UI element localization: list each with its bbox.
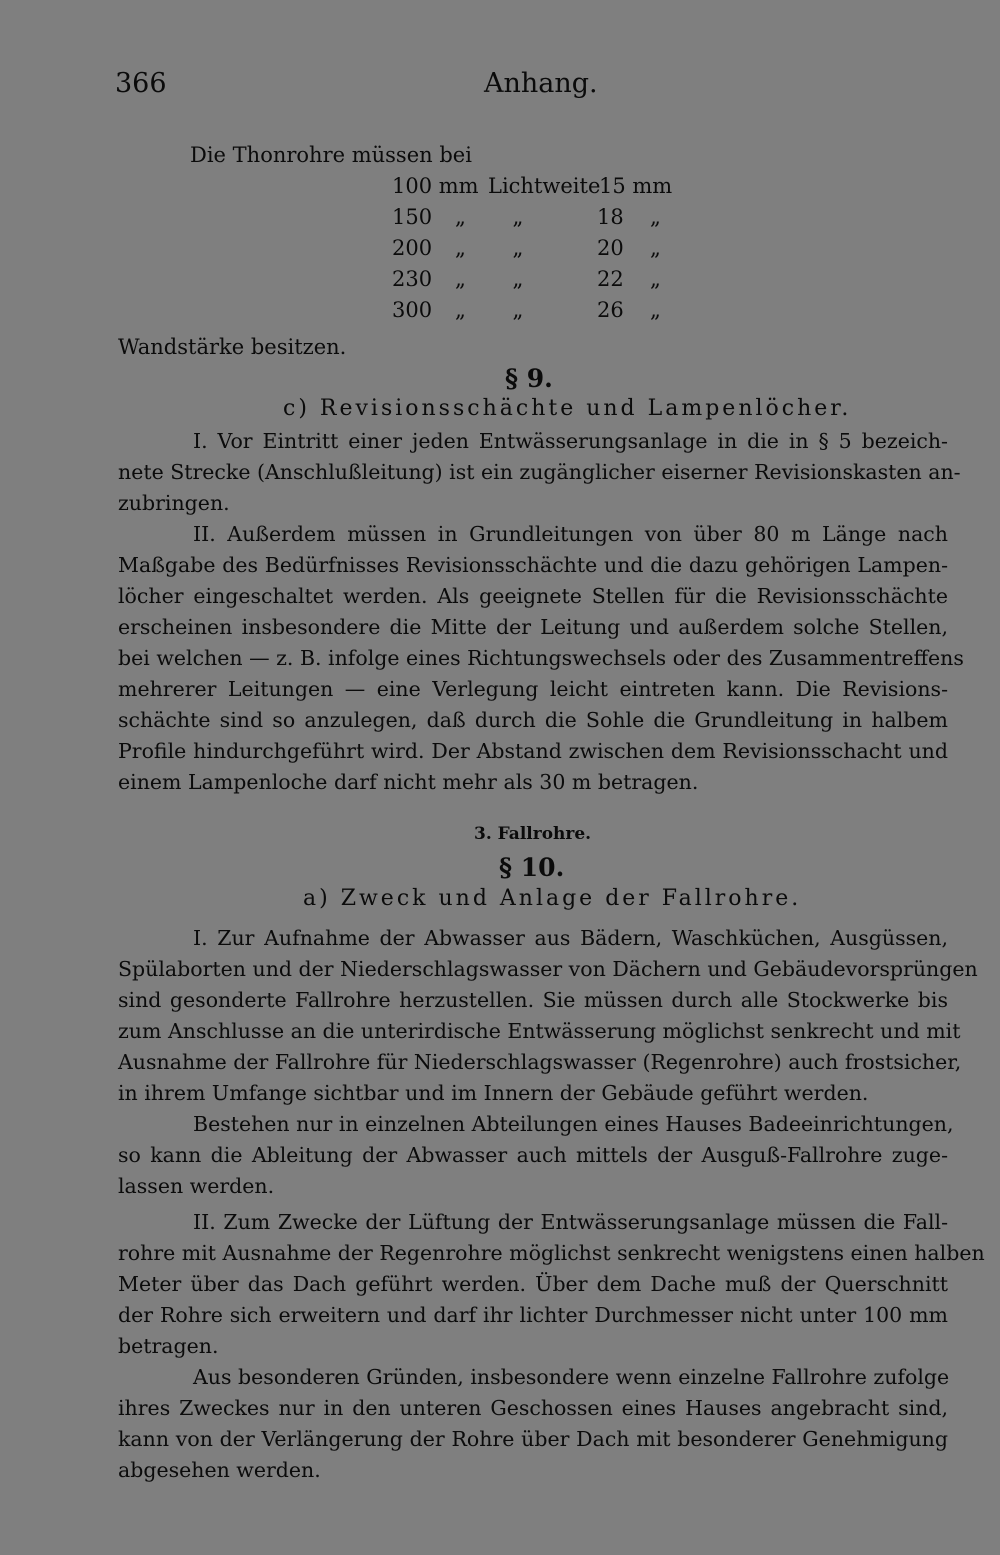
table-value: 22 [597,267,624,291]
table-label: „ „ [455,298,524,322]
paragraph-line: I. Vor Eintritt einer jeden Entwässerungsanlage in die in § 5 bezeich- [193,429,948,453]
paragraph-line: abgesehen werden. [118,1458,321,1482]
paragraph-line: ihres Zweckes nur in den unteren Geschossen eines Hauses angebracht sind, [118,1396,948,1420]
section-9-heading: c) Revisionsschächte und Lampenlöcher. [283,396,852,421]
paragraph-line: löcher eingeschaltet werden. Als geeignete Stellen für die Revisionsschächte [118,584,948,608]
paragraph-line: II. Außerdem müssen in Grundleitungen von über 80 m Länge nach [193,522,948,546]
table-size: 230 [392,267,433,291]
paragraph-line: in ihrem Umfange sichtbar und im Innern der Gebäude geführt werden. [118,1081,869,1105]
paragraph-line: einem Lampenloche darf nicht mehr als 30 m betragen. [118,770,699,794]
table-size: 300 [392,298,433,322]
table-label: „ „ [455,205,524,229]
table-value: 18 [597,205,624,229]
table-label: „ „ [455,236,524,260]
paragraph-line: Meter über das Dach geführt werden. Über dem Dache muß der Querschnitt [118,1272,948,1296]
paragraph-line: Bestehen nur in einzelnen Abteilungen eines Hauses Badeeinrichtungen, [193,1112,954,1136]
table-label: Lichtweite [488,174,601,198]
intro-text: Die Thonrohre müssen bei [190,143,472,167]
chapter-heading: 3. Fallrohre. [474,824,592,844]
table-size: 100 mm [392,174,479,198]
paragraph-line: zum Anschlusse an die unterirdische Entwässerung möglichst senkrecht und mit [118,1019,961,1043]
paragraph-line: betragen. [118,1334,219,1358]
section-10-number: § 10. [499,853,565,882]
paragraph-line: kann von der Verlängerung der Rohre über Dach mit besonderer Genehmigung [118,1427,948,1451]
table-unit: „ [650,267,661,291]
paragraph-line: sind gesonderte Fallrohre herzustellen. Sie müssen durch alle Stockwerke bis [118,988,948,1012]
paragraph-line: lassen werden. [118,1174,275,1198]
table-unit: „ [650,205,661,229]
paragraph-line: der Rohre sich erweitern und darf ihr lichter Durchmesser nicht unter 100 mm [118,1303,948,1327]
paragraph-line: Profile hindurchgeführt wird. Der Abstand zwischen dem Revisionsschacht und [118,739,948,763]
paragraph-line: zubringen. [118,491,230,515]
section-9-number: § 9. [505,364,553,393]
paragraph-line: rohre mit Ausnahme der Regenrohre möglichst senkrecht wenigstens einen halben [118,1241,985,1265]
running-title: Anhang. [484,68,598,99]
closing-text: Wandstärke besitzen. [118,335,347,359]
paragraph-line: II. Zum Zwecke der Lüftung der Entwässerungsanlage müssen die Fall- [193,1210,948,1234]
paragraph-line: nete Strecke (Anschlußleitung) ist ein zugänglicher eiserner Revisionskasten an- [118,460,961,484]
table-value: 15 mm [599,174,673,198]
page-number: 366 [115,68,167,99]
section-10-heading: a) Zweck und Anlage der Fallrohre. [303,886,802,911]
paragraph-line: Ausnahme der Fallrohre für Niederschlagswasser (Regenrohre) auch frostsicher, [118,1050,962,1074]
table-size: 150 [392,205,433,229]
table-value: 20 [597,236,624,260]
table-unit: „ [650,298,661,322]
paragraph-line: so kann die Ableitung der Abwasser auch mittels der Ausguß-Fallrohre zuge- [118,1143,948,1167]
paragraph-line: Aus besonderen Gründen, insbesondere wenn einzelne Fallrohre zufolge [193,1365,950,1389]
paragraph-line: erscheinen insbesondere die Mitte der Leitung und außerdem solche Stellen, [118,615,948,639]
paragraph-line: mehrerer Leitungen — eine Verlegung leicht eintreten kann. Die Revisions- [118,677,948,701]
paragraph-line: Spülaborten und der Niederschlagswasser von Dächern und Gebäudevorsprüngen [118,957,978,981]
paragraph-line: bei welchen — z. B. infolge eines Richtungswechsels oder des Zusammentreffens [118,646,964,670]
table-value: 26 [597,298,624,322]
paragraph-line: I. Zur Aufnahme der Abwasser aus Bädern, Waschküchen, Ausgüssen, [193,926,948,950]
table-unit: „ [650,236,661,260]
paragraph-line: schächte sind so anzulegen, daß durch die Sohle die Grundleitung in halbem [118,708,948,732]
table-label: „ „ [455,267,524,291]
table-size: 200 [392,236,433,260]
paragraph-line: Maßgabe des Bedürfnisses Revisionsschächte und die dazu gehörigen Lampen- [118,553,948,577]
